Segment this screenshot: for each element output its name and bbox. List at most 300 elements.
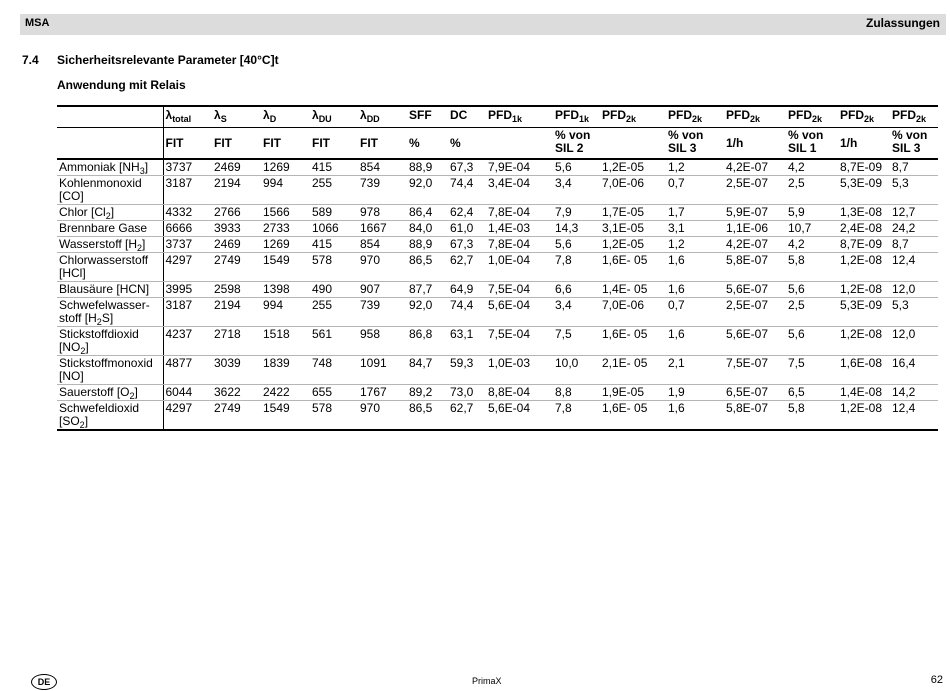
header-name-unit-cell xyxy=(57,128,163,160)
column-header xyxy=(212,106,261,128)
value-cell: 5,3E-09 xyxy=(838,298,890,327)
product-name: PrimaX xyxy=(472,676,502,686)
value-cell: 2,5E-07 xyxy=(724,176,786,205)
value-cell: 8,7E-09 xyxy=(838,159,890,176)
value-cell: 7,5 xyxy=(786,356,838,385)
column-unit: % von SIL 3 xyxy=(666,128,724,160)
column-header xyxy=(666,106,724,128)
value-cell: 12,0 xyxy=(890,327,938,356)
value-cell: 2,4E-08 xyxy=(838,221,890,237)
value-cell: 8,7 xyxy=(890,237,938,253)
value-cell: 74,4 xyxy=(448,298,486,327)
value-cell: 978 xyxy=(358,205,407,221)
value-cell: 8,7E-09 xyxy=(838,237,890,253)
column-unit: % xyxy=(448,128,486,160)
column-subscript: 2k xyxy=(864,114,875,124)
column-unit: 1/h xyxy=(724,128,786,160)
column-header xyxy=(600,106,666,128)
value-cell: 415 xyxy=(310,159,358,176)
value-cell: 5,3 xyxy=(890,298,938,327)
value-cell: 14,3 xyxy=(553,221,600,237)
column-unit: % von SIL 1 xyxy=(786,128,838,160)
value-cell: 1549 xyxy=(261,401,310,431)
value-cell: 1,6 xyxy=(666,401,724,431)
value-cell: 12,0 xyxy=(890,282,938,298)
value-cell: 12,4 xyxy=(890,401,938,431)
value-cell: 61,0 xyxy=(448,221,486,237)
gas-name-subscript: 2 xyxy=(129,391,135,401)
value-cell: 1,9E-05 xyxy=(600,385,666,401)
value-cell: 4,2E-07 xyxy=(724,159,786,176)
column-subscript: 2k xyxy=(626,114,637,124)
value-cell: 5,6 xyxy=(553,237,600,253)
value-cell: 5,8E-07 xyxy=(724,401,786,431)
value-cell: 1,6E- 05 xyxy=(600,401,666,431)
gas-name: Blausäure [HCN] xyxy=(59,282,150,296)
value-cell: 970 xyxy=(358,401,407,431)
value-cell: 86,4 xyxy=(407,205,448,221)
value-cell: 10,7 xyxy=(786,221,838,237)
value-cell: 3,1E-05 xyxy=(600,221,666,237)
value-cell: 4297 xyxy=(163,401,212,431)
value-cell: 5,9E-07 xyxy=(724,205,786,221)
value-cell: 2469 xyxy=(212,237,261,253)
gas-name: Brennbare Gase xyxy=(59,221,148,235)
value-cell: 5,8E-07 xyxy=(724,253,786,282)
value-cell: 255 xyxy=(310,298,358,327)
value-cell: 490 xyxy=(310,282,358,298)
value-cell: 5,6 xyxy=(786,282,838,298)
gas-name: Chlor [Cl xyxy=(59,205,106,219)
value-cell: 8,7 xyxy=(890,159,938,176)
table-row xyxy=(57,159,938,176)
gas-name: Schwefeldioxid [SO xyxy=(59,401,140,428)
value-cell: 7,5E-04 xyxy=(486,327,553,356)
column-symbol: SFF xyxy=(409,108,432,122)
value-cell: 67,3 xyxy=(448,159,486,176)
gas-name-subscript: 2 xyxy=(96,317,102,327)
value-cell: 1,2E-08 xyxy=(838,401,890,431)
value-cell: 86,5 xyxy=(407,401,448,431)
column-header xyxy=(890,106,938,128)
value-cell: 1,2 xyxy=(666,237,724,253)
value-cell: 92,0 xyxy=(407,176,448,205)
column-unit: FIT xyxy=(310,128,358,160)
value-cell: 1,7E-05 xyxy=(600,205,666,221)
value-cell: 7,9 xyxy=(553,205,600,221)
section-subtitle: Anwendung mit Relais xyxy=(57,78,186,92)
column-unit xyxy=(486,128,553,160)
column-subscript: DU xyxy=(318,114,332,124)
value-cell: 1,4E-03 xyxy=(486,221,553,237)
gas-name-end: S] xyxy=(101,311,114,325)
column-unit: 1/h xyxy=(838,128,890,160)
value-cell: 4,2E-07 xyxy=(724,237,786,253)
header-name-cell xyxy=(57,106,163,128)
value-cell: 255 xyxy=(310,176,358,205)
column-subscript: D xyxy=(269,114,277,124)
value-cell: 6,5E-07 xyxy=(724,385,786,401)
gas-name-cell xyxy=(57,159,163,176)
value-cell: 7,8E-04 xyxy=(486,237,553,253)
gas-name-cell xyxy=(57,205,163,221)
value-cell: 16,4 xyxy=(890,356,938,385)
value-cell: 2766 xyxy=(212,205,261,221)
value-cell: 4332 xyxy=(163,205,212,221)
value-cell: 12,4 xyxy=(890,253,938,282)
value-cell: 1269 xyxy=(261,237,310,253)
table-row xyxy=(57,221,938,237)
column-header xyxy=(786,106,838,128)
value-cell: 1,6E-08 xyxy=(838,356,890,385)
column-symbol: PFD xyxy=(726,108,750,122)
gas-name-end: ] xyxy=(110,205,115,219)
value-cell: 1,4E- 05 xyxy=(600,282,666,298)
value-cell: 1,2E-05 xyxy=(600,159,666,176)
value-cell: 578 xyxy=(310,253,358,282)
column-subscript: 2k xyxy=(692,114,703,124)
value-cell: 8,8 xyxy=(553,385,600,401)
value-cell: 7,8E-04 xyxy=(486,205,553,221)
column-symbol: λ xyxy=(360,108,367,122)
value-cell: 6,5 xyxy=(786,385,838,401)
gas-name-end: ] xyxy=(142,237,146,251)
gas-name-cell xyxy=(57,176,163,205)
value-cell: 748 xyxy=(310,356,358,385)
value-cell: 1398 xyxy=(261,282,310,298)
value-cell: 1518 xyxy=(261,327,310,356)
gas-name-subscript: 3 xyxy=(139,166,145,176)
table-row xyxy=(57,385,938,401)
column-header xyxy=(310,106,358,128)
value-cell: 84,7 xyxy=(407,356,448,385)
value-cell: 589 xyxy=(310,205,358,221)
value-cell: 7,0E-06 xyxy=(600,176,666,205)
value-cell: 4,2 xyxy=(786,237,838,253)
value-cell: 12,7 xyxy=(890,205,938,221)
column-subscript: 2k xyxy=(916,114,927,124)
value-cell: 3,1 xyxy=(666,221,724,237)
gas-name: Ammoniak [NH xyxy=(59,160,140,174)
value-cell: 578 xyxy=(310,401,358,431)
column-symbol: PFD xyxy=(892,108,916,122)
value-cell: 5,6E-04 xyxy=(486,298,553,327)
column-subscript: 1k xyxy=(512,114,523,124)
value-cell: 88,9 xyxy=(407,237,448,253)
value-cell: 4,2 xyxy=(786,159,838,176)
value-cell: 5,3E-09 xyxy=(838,176,890,205)
value-cell: 1,4E-08 xyxy=(838,385,890,401)
gas-name-subscript: 2 xyxy=(137,243,143,253)
column-symbol: λ xyxy=(165,108,173,122)
value-cell: 3187 xyxy=(163,298,212,327)
value-cell: 88,9 xyxy=(407,159,448,176)
gas-name: Sauerstoff [O xyxy=(59,385,130,399)
value-cell: 3933 xyxy=(212,221,261,237)
gas-name-cell xyxy=(57,356,163,385)
value-cell: 7,8 xyxy=(553,401,600,431)
gas-name-cell xyxy=(57,253,163,282)
value-cell: 6,6 xyxy=(553,282,600,298)
value-cell: 5,9 xyxy=(786,205,838,221)
column-unit: FIT xyxy=(212,128,261,160)
value-cell: 1,1E-06 xyxy=(724,221,786,237)
value-cell: 2,5 xyxy=(786,298,838,327)
gas-name-cell xyxy=(57,385,163,401)
value-cell: 1566 xyxy=(261,205,310,221)
column-header xyxy=(163,106,212,128)
value-cell: 970 xyxy=(358,253,407,282)
value-cell: 7,9E-04 xyxy=(486,159,553,176)
value-cell: 24,2 xyxy=(890,221,938,237)
gas-name: Stickstoffmonoxid [NO] xyxy=(59,356,153,383)
value-cell: 92,0 xyxy=(407,298,448,327)
value-cell: 3,4 xyxy=(553,176,600,205)
column-header xyxy=(448,106,486,128)
gas-name-subscript: 2 xyxy=(80,346,86,356)
table-row xyxy=(57,205,938,221)
value-cell: 3,4 xyxy=(553,298,600,327)
value-cell: 655 xyxy=(310,385,358,401)
value-cell: 59,3 xyxy=(448,356,486,385)
table-row xyxy=(57,237,938,253)
value-cell: 1,6 xyxy=(666,282,724,298)
gas-name-cell xyxy=(57,221,163,237)
table-row xyxy=(57,356,938,385)
column-symbol: PFD xyxy=(602,108,626,122)
value-cell: 907 xyxy=(358,282,407,298)
value-cell: 561 xyxy=(310,327,358,356)
value-cell: 3995 xyxy=(163,282,212,298)
value-cell: 4877 xyxy=(163,356,212,385)
column-header xyxy=(261,106,310,128)
column-subscript: 2k xyxy=(812,114,823,124)
value-cell: 74,4 xyxy=(448,176,486,205)
value-cell: 1269 xyxy=(261,159,310,176)
gas-name-cell xyxy=(57,237,163,253)
value-cell: 5,6E-07 xyxy=(724,327,786,356)
gas-name-cell xyxy=(57,327,163,356)
value-cell: 62,7 xyxy=(448,253,486,282)
value-cell: 2598 xyxy=(212,282,261,298)
value-cell: 2,5 xyxy=(786,176,838,205)
value-cell: 3187 xyxy=(163,176,212,205)
value-cell: 5,6E-04 xyxy=(486,401,553,431)
value-cell: 1549 xyxy=(261,253,310,282)
table-row xyxy=(57,282,938,298)
value-cell: 8,8E-04 xyxy=(486,385,553,401)
column-symbol: DC xyxy=(450,108,468,122)
value-cell: 854 xyxy=(358,237,407,253)
value-cell: 5,3 xyxy=(890,176,938,205)
value-cell: 3,4E-04 xyxy=(486,176,553,205)
value-cell: 2749 xyxy=(212,253,261,282)
value-cell: 1,0E-04 xyxy=(486,253,553,282)
value-cell: 73,0 xyxy=(448,385,486,401)
value-cell: 67,3 xyxy=(448,237,486,253)
value-cell: 7,5 xyxy=(553,327,600,356)
value-cell: 7,8 xyxy=(553,253,600,282)
value-cell: 3622 xyxy=(212,385,261,401)
value-cell: 5,6 xyxy=(786,327,838,356)
column-unit: FIT xyxy=(163,128,212,160)
value-cell: 1,6E- 05 xyxy=(600,327,666,356)
value-cell: 854 xyxy=(358,159,407,176)
column-header xyxy=(486,106,553,128)
value-cell: 7,0E-06 xyxy=(600,298,666,327)
table-row xyxy=(57,298,938,327)
column-unit: % von SIL 3 xyxy=(890,128,938,160)
value-cell: 2,1E- 05 xyxy=(600,356,666,385)
gas-name: Stickstoffdioxid [NO xyxy=(59,327,139,354)
value-cell: 86,8 xyxy=(407,327,448,356)
value-cell: 1,2 xyxy=(666,159,724,176)
value-cell: 1,6 xyxy=(666,253,724,282)
column-header xyxy=(724,106,786,128)
value-cell: 86,5 xyxy=(407,253,448,282)
value-cell: 1091 xyxy=(358,356,407,385)
gas-name: Wasserstoff [H xyxy=(59,237,138,251)
value-cell: 5,6E-07 xyxy=(724,282,786,298)
table-row xyxy=(57,176,938,205)
value-cell: 89,2 xyxy=(407,385,448,401)
column-unit: % von SIL 2 xyxy=(553,128,600,160)
value-cell: 739 xyxy=(358,298,407,327)
column-subscript: 1k xyxy=(579,114,590,124)
value-cell: 2469 xyxy=(212,159,261,176)
value-cell: 87,7 xyxy=(407,282,448,298)
value-cell: 1,2E-08 xyxy=(838,282,890,298)
value-cell: 1839 xyxy=(261,356,310,385)
gas-name: Chlorwasserstoff [HCl] xyxy=(59,253,149,280)
table-row xyxy=(57,253,938,282)
value-cell: 5,6 xyxy=(553,159,600,176)
value-cell: 739 xyxy=(358,176,407,205)
column-symbol: λ xyxy=(214,108,221,122)
section-title: Sicherheitsrelevante Parameter [40°C]t xyxy=(57,53,279,67)
value-cell: 994 xyxy=(261,298,310,327)
section-number: 7.4 xyxy=(22,53,39,67)
table-row xyxy=(57,327,938,356)
value-cell: 62,7 xyxy=(448,401,486,431)
column-symbol: λ xyxy=(312,108,319,122)
column-subscript: DD xyxy=(366,114,380,124)
column-header xyxy=(358,106,407,128)
table-row xyxy=(57,401,938,431)
value-cell: 7,5E-07 xyxy=(724,356,786,385)
column-symbol: λ xyxy=(263,108,270,122)
column-header xyxy=(407,106,448,128)
column-unit: FIT xyxy=(358,128,407,160)
value-cell: 2194 xyxy=(212,298,261,327)
value-cell: 1,0E-03 xyxy=(486,356,553,385)
value-cell: 1767 xyxy=(358,385,407,401)
value-cell: 1667 xyxy=(358,221,407,237)
value-cell: 1,2E-05 xyxy=(600,237,666,253)
gas-name-end: ] xyxy=(84,414,89,428)
gas-name-cell xyxy=(57,401,163,431)
value-cell: 6044 xyxy=(163,385,212,401)
column-unit: FIT xyxy=(261,128,310,160)
column-symbol: PFD xyxy=(788,108,812,122)
value-cell: 2,5E-07 xyxy=(724,298,786,327)
value-cell: 62,4 xyxy=(448,205,486,221)
column-symbol: PFD xyxy=(488,108,512,122)
gas-name: Kohlenmonoxid [CO] xyxy=(59,176,142,203)
value-cell: 2733 xyxy=(261,221,310,237)
gas-name-end: ] xyxy=(134,385,138,399)
value-cell: 84,0 xyxy=(407,221,448,237)
safety-parameters-table xyxy=(57,105,938,431)
gas-name: Schwefelwasser-stoff [H xyxy=(59,298,150,325)
gas-name-cell xyxy=(57,298,163,327)
value-cell: 1,7 xyxy=(666,205,724,221)
value-cell: 994 xyxy=(261,176,310,205)
value-cell: 1066 xyxy=(310,221,358,237)
value-cell: 2749 xyxy=(212,401,261,431)
value-cell: 4297 xyxy=(163,253,212,282)
language-badge: DE xyxy=(31,674,57,690)
value-cell: 1,6 xyxy=(666,327,724,356)
value-cell: 3737 xyxy=(163,159,212,176)
value-cell: 64,9 xyxy=(448,282,486,298)
value-cell: 1,3E-08 xyxy=(838,205,890,221)
value-cell: 958 xyxy=(358,327,407,356)
column-symbol: PFD xyxy=(668,108,692,122)
column-subscript: total xyxy=(172,114,192,124)
value-cell: 6666 xyxy=(163,221,212,237)
column-header xyxy=(838,106,890,128)
column-unit: % xyxy=(407,128,448,160)
value-cell: 5,8 xyxy=(786,401,838,431)
value-cell: 1,2E-08 xyxy=(838,253,890,282)
value-cell: 1,2E-08 xyxy=(838,327,890,356)
page-number: 62 xyxy=(930,674,943,686)
value-cell: 2194 xyxy=(212,176,261,205)
header-chapter: Zulassungen xyxy=(865,16,940,30)
value-cell: 5,8 xyxy=(786,253,838,282)
gas-name-cell xyxy=(57,282,163,298)
value-cell: 14,2 xyxy=(890,385,938,401)
gas-name-end: ] xyxy=(85,340,89,354)
gas-name-end: ] xyxy=(144,160,149,174)
value-cell: 0,7 xyxy=(666,298,724,327)
value-cell: 2718 xyxy=(212,327,261,356)
value-cell: 10,0 xyxy=(553,356,600,385)
column-unit xyxy=(600,128,666,160)
column-subscript: S xyxy=(220,114,227,124)
column-symbol: PFD xyxy=(840,108,864,122)
value-cell: 415 xyxy=(310,237,358,253)
page-header xyxy=(20,14,946,35)
column-header xyxy=(553,106,600,128)
gas-name-subscript: 2 xyxy=(79,420,85,430)
value-cell: 3039 xyxy=(212,356,261,385)
gas-name-subscript: 2 xyxy=(105,211,111,221)
value-cell: 1,6E- 05 xyxy=(600,253,666,282)
column-subscript: 2k xyxy=(750,114,761,124)
value-cell: 0,7 xyxy=(666,176,724,205)
value-cell: 63,1 xyxy=(448,327,486,356)
value-cell: 3737 xyxy=(163,237,212,253)
value-cell: 1,9 xyxy=(666,385,724,401)
value-cell: 2422 xyxy=(261,385,310,401)
header-brand: MSA xyxy=(25,17,50,29)
column-symbol: PFD xyxy=(555,108,579,122)
value-cell: 7,5E-04 xyxy=(486,282,553,298)
value-cell: 2,1 xyxy=(666,356,724,385)
value-cell: 4237 xyxy=(163,327,212,356)
